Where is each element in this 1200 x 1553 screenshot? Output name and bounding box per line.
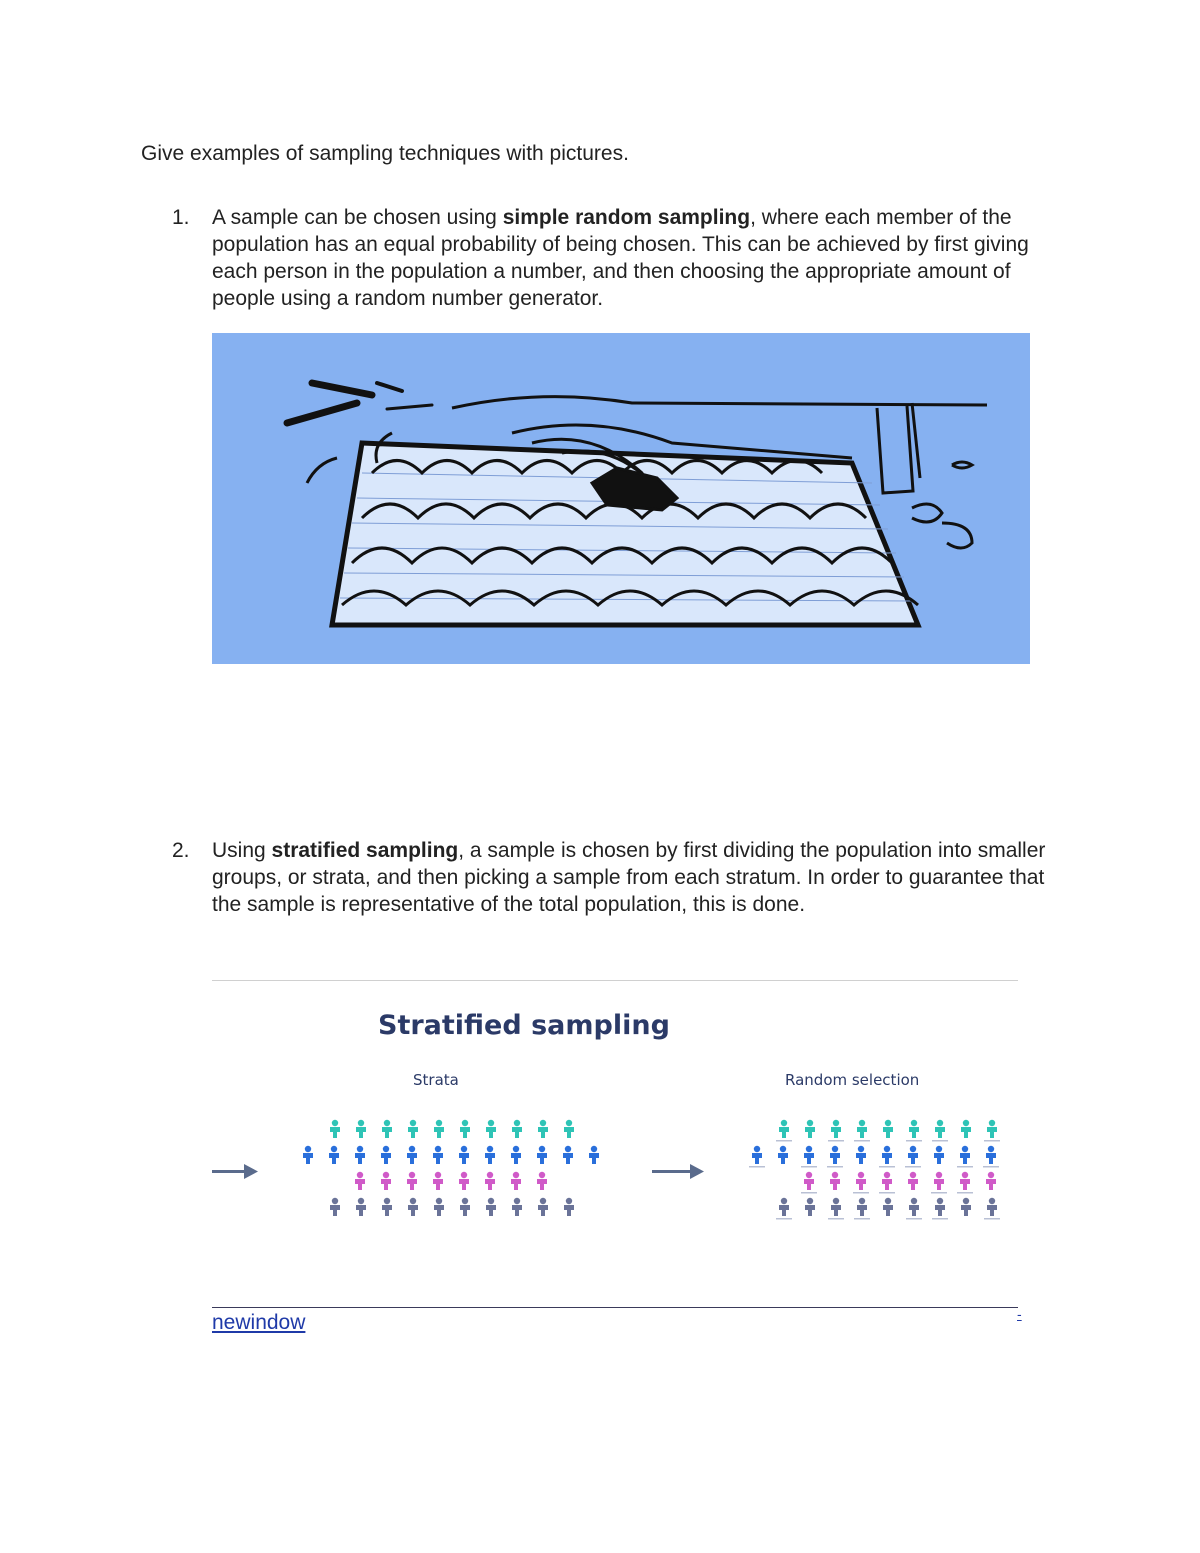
arrow-icon	[652, 1164, 704, 1179]
person-icon	[883, 1120, 893, 1138]
person-icon	[589, 1146, 599, 1164]
person-icon	[355, 1172, 365, 1190]
person-icon	[908, 1172, 918, 1190]
person-icon	[537, 1172, 547, 1190]
person-icon	[538, 1120, 548, 1138]
person-icon	[879, 1172, 895, 1194]
person-icon	[984, 1120, 1000, 1142]
person-icon	[986, 1172, 996, 1190]
person-icon	[433, 1172, 443, 1190]
person-icon	[434, 1120, 444, 1138]
person-icon	[408, 1120, 418, 1138]
person-icon	[408, 1198, 418, 1216]
list-number: 2.	[172, 839, 190, 862]
person-icon	[329, 1146, 339, 1164]
person-icon	[303, 1146, 313, 1164]
person-icon	[906, 1120, 922, 1142]
motion-lines	[287, 383, 432, 423]
person-icon	[854, 1198, 870, 1220]
person-icon	[883, 1198, 893, 1216]
person-icon	[434, 1198, 444, 1216]
person-icon	[776, 1120, 792, 1142]
person-icon	[459, 1172, 469, 1190]
person-icon	[460, 1198, 470, 1216]
person-icon	[486, 1198, 496, 1216]
person-icon	[961, 1198, 971, 1216]
person-icon	[749, 1146, 765, 1168]
person-icon	[512, 1120, 522, 1138]
person-icon	[564, 1198, 574, 1216]
person-icon	[330, 1120, 340, 1138]
person-icon	[407, 1172, 417, 1190]
stratified-sampling-image	[212, 980, 1018, 1230]
figure-title: Stratified sampling	[378, 1010, 670, 1041]
person-icon	[827, 1146, 843, 1168]
person-icon	[537, 1146, 547, 1164]
person-icon	[511, 1146, 521, 1164]
person-icon	[932, 1198, 948, 1220]
link-dash[interactable]: -	[1017, 1306, 1022, 1322]
strata-label: Strata	[413, 1071, 459, 1089]
link-rule	[212, 1307, 1018, 1308]
person-icon	[854, 1120, 870, 1142]
newwindow-link[interactable]: newindow	[212, 1311, 306, 1334]
list-number: 1.	[172, 206, 190, 229]
person-icon	[776, 1198, 792, 1220]
person-icon	[983, 1146, 999, 1168]
intro-text: Give examples of sampling techniques with pictures.	[141, 142, 629, 165]
person-icon	[563, 1146, 573, 1164]
person-icon	[805, 1120, 815, 1138]
person-icon	[382, 1120, 392, 1138]
person-icon	[828, 1198, 844, 1220]
person-icon	[355, 1146, 365, 1164]
arrow-icon	[212, 1164, 258, 1179]
list-text: Using stratified sampling, a sample is chosen by first dividing the population into smaller groups, or strata, and then picking a sample from each stratum. In order to guarantee that the sample is representative of the total population, this is done.	[212, 839, 1046, 916]
person-icon	[511, 1172, 521, 1190]
bold-term: simple random sampling	[502, 206, 751, 229]
person-icon	[805, 1198, 815, 1216]
person-icon	[853, 1172, 869, 1194]
person-icon	[984, 1198, 1000, 1220]
person-icon	[906, 1198, 922, 1220]
person-icon	[356, 1120, 366, 1138]
person-icon	[433, 1146, 443, 1164]
person-icon	[381, 1146, 391, 1164]
person-icon	[957, 1172, 973, 1194]
person-icon	[485, 1146, 495, 1164]
person-icon	[830, 1172, 840, 1190]
selected-people	[749, 1120, 1000, 1220]
person-icon	[460, 1120, 470, 1138]
person-icon	[931, 1172, 947, 1194]
list-text: A sample can be chosen using simple random sampling, where each member of the population has an equal probability of being chosen. This can be achieved by first giving each person in the population a number, and then choosing the appropriate amount of people using a random number generator.	[212, 206, 1029, 310]
person-icon	[356, 1198, 366, 1216]
person-icon	[382, 1198, 392, 1216]
person-icon	[564, 1120, 574, 1138]
person-icon	[905, 1146, 921, 1168]
person-icon	[934, 1146, 944, 1164]
person-icon	[879, 1146, 895, 1168]
person-icon	[957, 1146, 973, 1168]
person-icon	[485, 1172, 495, 1190]
person-icon	[801, 1146, 817, 1168]
person-icon	[459, 1146, 469, 1164]
person-icon	[961, 1120, 971, 1138]
person-icon	[512, 1198, 522, 1216]
person-icon	[801, 1172, 817, 1194]
bold-term: stratified sampling	[271, 839, 459, 862]
person-icon	[381, 1172, 391, 1190]
simple-random-sampling-image	[212, 333, 1030, 664]
person-icon	[932, 1120, 948, 1142]
random-selection-label: Random selection	[785, 1071, 920, 1089]
person-icon	[407, 1146, 417, 1164]
person-icon	[828, 1120, 844, 1142]
person-icon	[778, 1146, 788, 1164]
strata-people	[303, 1120, 599, 1216]
person-icon	[486, 1120, 496, 1138]
person-icon	[538, 1198, 548, 1216]
person-icon	[856, 1146, 866, 1164]
person-icon	[330, 1198, 340, 1216]
